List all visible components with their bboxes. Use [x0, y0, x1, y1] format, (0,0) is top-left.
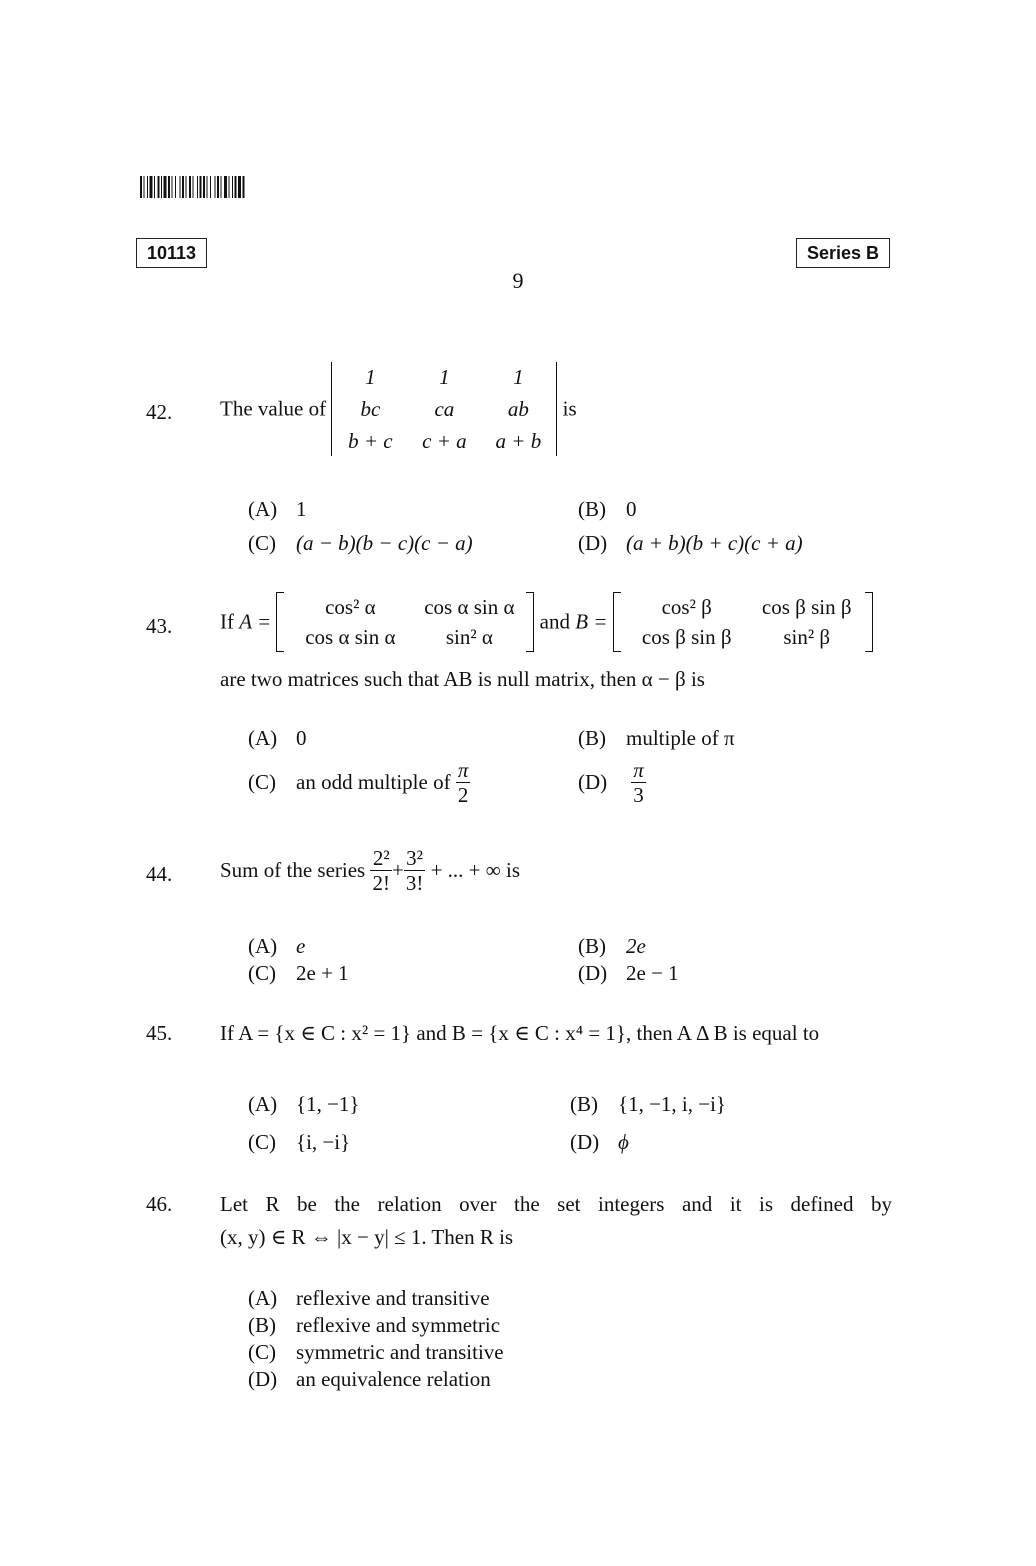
fraction: $\frac{\text{2²}}{2!}$: [372, 846, 390, 895]
q45-option-d: (D) ϕ: [570, 1130, 629, 1154]
q45-option-b: (B) {1, −1, i, −i}: [570, 1092, 727, 1116]
det-cell: ca: [434, 397, 455, 421]
question-43-stem-line2: are two matrices such that AB is null matrix, then α − β is: [220, 667, 705, 691]
q45-option-c: (C) {i, −i}: [248, 1130, 351, 1154]
question-44-number: 44.: [146, 862, 173, 886]
q43-option-b: (B) multiple of π: [578, 726, 735, 750]
matrix-cell: cos² β: [661, 595, 712, 619]
fraction: $\frac{\pi}{3}$: [633, 758, 644, 807]
q43-option-c: (C) an odd multiple of $\frac{\pi}{2}$: [248, 758, 469, 807]
det-cell: ab: [507, 397, 529, 421]
q42-option-a: (A) 1: [248, 497, 307, 521]
question-43-stem: If A = cos² α cos α sin α cos α sin α sin² α and B = cos² β cos β sin β cos β sin β sin² β: [220, 592, 873, 652]
barcode: [140, 176, 298, 198]
question-46-number: 46.: [146, 1192, 173, 1216]
q44-option-c: (C) 2e + 1: [248, 961, 349, 985]
matrix-cell: cos β sin β: [641, 625, 732, 649]
question-43-number: 43.: [146, 614, 173, 638]
matrix-cell: cos α sin α: [424, 595, 515, 619]
matrix-cell: cos β sin β: [761, 595, 852, 619]
series-box: Series B: [796, 238, 890, 268]
question-45-number: 45.: [146, 1021, 173, 1045]
det-cell: a + b: [495, 429, 542, 453]
q43-option-d: (D) $\frac{\pi}{3}$: [578, 758, 644, 807]
paper-code-box: 10113: [136, 238, 207, 268]
q44-option-d: (D) 2e − 1: [578, 961, 679, 985]
q42-option-c: (C) (a − b)(b − c)(c − a): [248, 531, 473, 555]
q42-stem-after: is: [562, 396, 577, 421]
fraction: $\frac{\pi}{2}$: [457, 758, 469, 807]
fraction: $\frac{\text{3²}}{3!}$: [405, 846, 424, 895]
question-44-stem: Sum of the series $\frac{\text{2²}}{2!}$ + $\frac{\text{3²}}{3!}$ + ... + ∞ is: [220, 846, 520, 895]
q45-option-a: (A) {1, −1}: [248, 1092, 360, 1116]
q42-stem-before: The value of: [220, 396, 327, 421]
question-42-stem: [220, 362, 577, 456]
det-cell: b + c: [348, 429, 393, 453]
det-cell: 1: [365, 365, 376, 389]
det-cell: 1: [439, 365, 450, 389]
matrix-cell: cos² α: [325, 595, 376, 619]
q46-option-b: (B) reflexive and symmetric: [248, 1313, 501, 1337]
q46-option-a: (A) reflexive and transitive: [248, 1286, 490, 1310]
q46-option-d: (D) an equivalence relation: [248, 1367, 491, 1391]
q42-option-d: (D) (a + b)(b + c)(c + a): [578, 531, 803, 555]
det-cell: bc: [360, 397, 381, 421]
matrix-cell: sin² α: [445, 625, 493, 649]
matrix-a: [276, 592, 534, 652]
q42-determinant: [331, 362, 557, 456]
q46-option-c: (C) symmetric and transitive: [248, 1340, 504, 1364]
q43-option-a: (A) 0: [248, 726, 307, 750]
matrix-cell: cos α sin α: [305, 625, 396, 649]
matrix-cell: sin² β: [783, 625, 831, 649]
question-46-stem-line1: Let R be the relation over the set integers and it is defined by: [220, 1192, 892, 1216]
q44-option-a: (A) e: [248, 934, 306, 958]
q42-option-b: (B) 0: [578, 497, 637, 521]
question-42-number: 42.: [146, 400, 173, 424]
question-46-stem-line2: (x, y) ∈ R ⇔ |x − y| ≤ 1. Then R is: [220, 1225, 514, 1249]
question-45-stem: If A = {x ∈ C : x² = 1} and B = {x ∈ C : x⁴ = 1}, then A Δ B is equal to: [220, 1021, 820, 1045]
page-number: 9: [512, 268, 524, 293]
matrix-b: [613, 592, 873, 652]
det-cell: c + a: [422, 429, 467, 453]
det-cell: 1: [513, 365, 524, 389]
q44-option-b: (B) 2e: [578, 934, 646, 958]
